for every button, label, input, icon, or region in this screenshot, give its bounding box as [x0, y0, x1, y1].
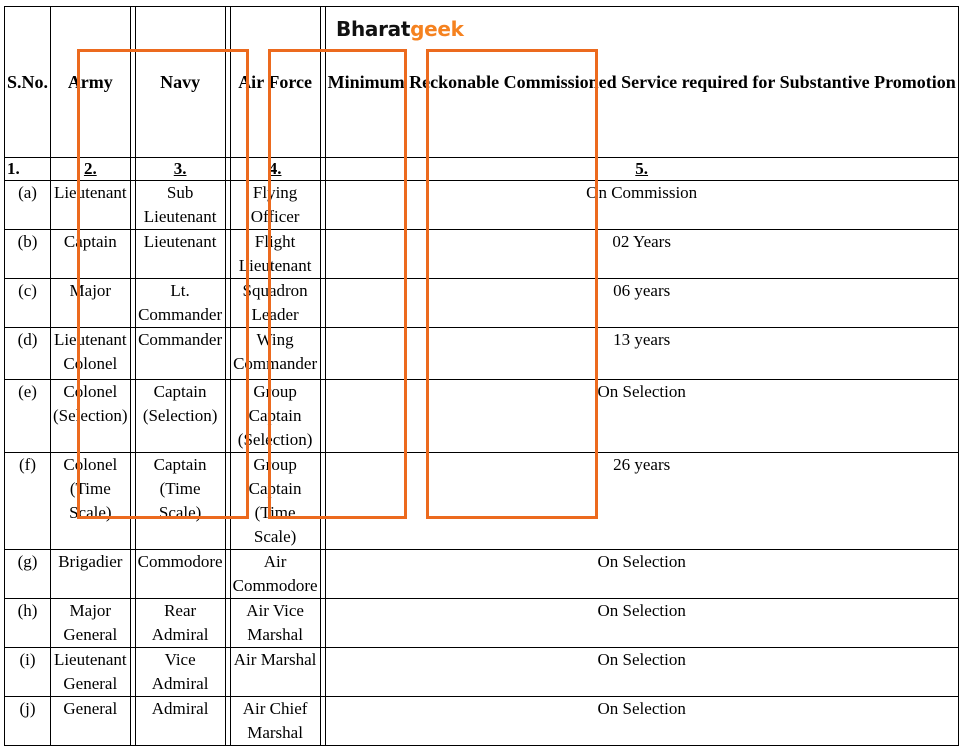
table-row: [5, 697, 959, 746]
table-row: [5, 599, 959, 648]
header-row: [5, 7, 959, 158]
table-row: [5, 648, 959, 697]
column-number: 1.: [5, 158, 51, 181]
cell-navy: Commodore: [135, 550, 225, 599]
table-row: [5, 230, 959, 279]
cell-sno: (c): [5, 279, 51, 328]
cell-service: On Selection: [325, 697, 958, 746]
cell-airforce: Wing Commander: [230, 328, 320, 380]
cell-sno: (h): [5, 599, 51, 648]
cell-sno: (j): [5, 697, 51, 746]
cell-sno: (d): [5, 328, 51, 380]
cell-airforce: Group Captain (Time Scale): [230, 453, 320, 550]
header-sno: S.No.: [5, 7, 51, 158]
column-number-row: [5, 158, 959, 181]
cell-army: Major: [51, 279, 131, 328]
table-row: [5, 328, 959, 380]
cell-airforce: Air Chief Marshal: [230, 697, 320, 746]
table-row: [5, 380, 959, 453]
cell-sno: (f): [5, 453, 51, 550]
cell-navy: Commander: [135, 328, 225, 380]
cell-army: Lieutenant: [51, 181, 131, 230]
cell-army: Colonel (Selection): [51, 380, 131, 453]
cell-navy: Rear Admiral: [135, 599, 225, 648]
cell-service: 06 years: [325, 279, 958, 328]
cell-sno: (a): [5, 181, 51, 230]
cell-airforce: Flight Lieutenant: [230, 230, 320, 279]
rank-equivalence-table: [4, 6, 959, 746]
cell-sno: (b): [5, 230, 51, 279]
cell-airforce: Squadron Leader: [230, 279, 320, 328]
table-row: [5, 181, 959, 230]
bharatgeek-watermark-logo: Bharatgeek: [336, 17, 464, 41]
table-row: [5, 550, 959, 599]
header-service: Minimum Reckonable Commissioned Service required for Substantive Promotion: [325, 7, 958, 158]
cell-navy: Lt. Commander: [135, 279, 225, 328]
cell-army: Lieutenant Colonel: [51, 328, 131, 380]
cell-service: 26 years: [325, 453, 958, 550]
cell-army: Brigadier: [51, 550, 131, 599]
cell-service: On Selection: [325, 599, 958, 648]
cell-airforce: Air Vice Marshal: [230, 599, 320, 648]
table-row: [5, 279, 959, 328]
cell-army: General: [51, 697, 131, 746]
cell-service: On Commission: [325, 181, 958, 230]
cell-service: 02 Years: [325, 230, 958, 279]
cell-sno: (e): [5, 380, 51, 453]
cell-airforce: Air Commodore: [230, 550, 320, 599]
column-number: 4.: [230, 158, 320, 181]
column-number: 3.: [135, 158, 225, 181]
cell-army: Major General: [51, 599, 131, 648]
cell-army: Lieutenant General: [51, 648, 131, 697]
cell-service: 13 years: [325, 328, 958, 380]
cell-navy: Admiral: [135, 697, 225, 746]
cell-service: On Selection: [325, 648, 958, 697]
cell-navy: Vice Admiral: [135, 648, 225, 697]
table-row: [5, 453, 959, 550]
cell-airforce: Group Captain (Selection): [230, 380, 320, 453]
header-airforce: Air Force: [230, 7, 320, 158]
column-number: 5.: [325, 158, 958, 181]
header-army: Army: [51, 7, 131, 158]
cell-navy: Captain (Time Scale): [135, 453, 225, 550]
column-number: 2.: [51, 158, 131, 181]
cell-service: On Selection: [325, 380, 958, 453]
cell-service: On Selection: [325, 550, 958, 599]
cell-airforce: Flying Officer: [230, 181, 320, 230]
header-navy: Navy: [135, 7, 225, 158]
cell-sno: (g): [5, 550, 51, 599]
cell-airforce: Air Marshal: [230, 648, 320, 697]
cell-army: Colonel (Time Scale): [51, 453, 131, 550]
cell-navy: Captain (Selection): [135, 380, 225, 453]
cell-army: Captain: [51, 230, 131, 279]
cell-navy: Sub Lieutenant: [135, 181, 225, 230]
cell-sno: (i): [5, 648, 51, 697]
cell-navy: Lieutenant: [135, 230, 225, 279]
